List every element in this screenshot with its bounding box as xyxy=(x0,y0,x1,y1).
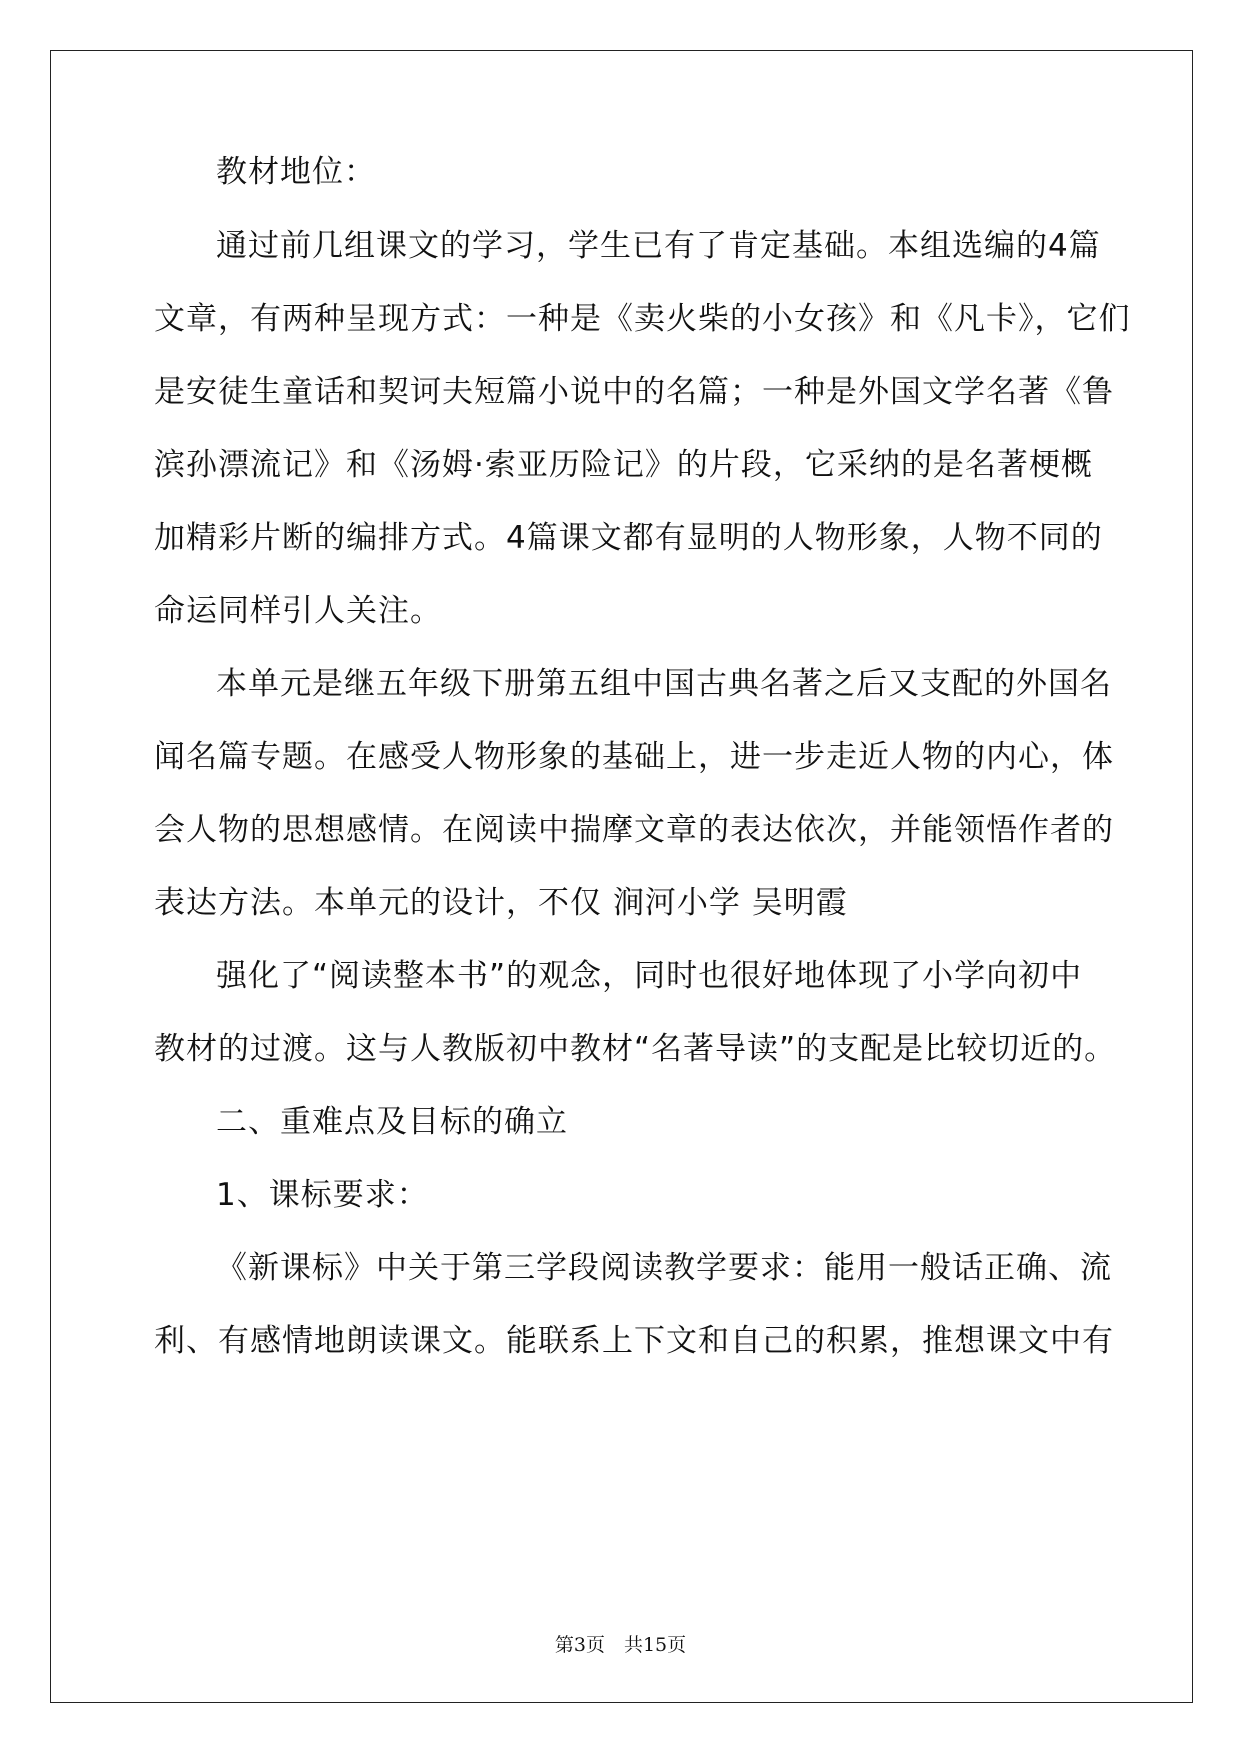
section-heading: 二、重难点及目标的确立 xyxy=(216,1104,568,1140)
paragraph-line: 会人物的思想感情。在阅读中揣摩文章的表达依次，并能领悟作者的 xyxy=(154,812,1114,848)
paragraph-line: 通过前几组课文的学习，学生已有了肯定基础。本组选编的4篇 xyxy=(216,228,1101,264)
paragraph-line: 强化了“阅读整本书”的观念，同时也很好地体现了小学向初中 xyxy=(216,958,1083,994)
paragraph-line: 是安徒生童话和契诃夫短篇小说中的名篇；一种是外国文学名著《鲁 xyxy=(154,374,1114,410)
paragraph-line: 本单元是继五年级下册第五组中国古典名著之后又支配的外国名 xyxy=(216,666,1112,702)
paragraph-line: 表达方法。本单元的设计，不仅 涧河小学 吴明霞 xyxy=(154,885,848,921)
paragraph-line: 文章，有两种呈现方式：一种是《卖火柴的小女孩》和《凡卡》，它们 xyxy=(154,301,1131,337)
page-border xyxy=(50,50,1193,1703)
page-footer: 第3页 共15页 xyxy=(554,1634,687,1656)
paragraph-line: 利、有感情地朗读课文。能联系上下文和自己的积累，推想课文中有 xyxy=(154,1323,1114,1359)
paragraph-line: 教材的过渡。这与人教版初中教材“名著导读”的支配是比较切近的。 xyxy=(154,1031,1117,1067)
paragraph-line: 《新课标》中关于第三学段阅读教学要求：能用一般话正确、流 xyxy=(216,1250,1112,1286)
paragraph-line: 滨孙漂流记》和《汤姆·索亚历险记》的片段，它采纳的是名著梗概 xyxy=(154,447,1093,483)
heading-textbook-status: 教材地位： xyxy=(216,154,376,190)
paragraph-line: 命运同样引人关注。 xyxy=(154,593,442,629)
subsection-heading: 1、课标要求： xyxy=(216,1177,429,1213)
paragraph-line: 加精彩片断的编排方式。4篇课文都有显明的人物形象，人物不同的 xyxy=(154,520,1103,556)
paragraph-line: 闻名篇专题。在感受人物形象的基础上，进一步走近人物的内心，体 xyxy=(154,739,1114,775)
